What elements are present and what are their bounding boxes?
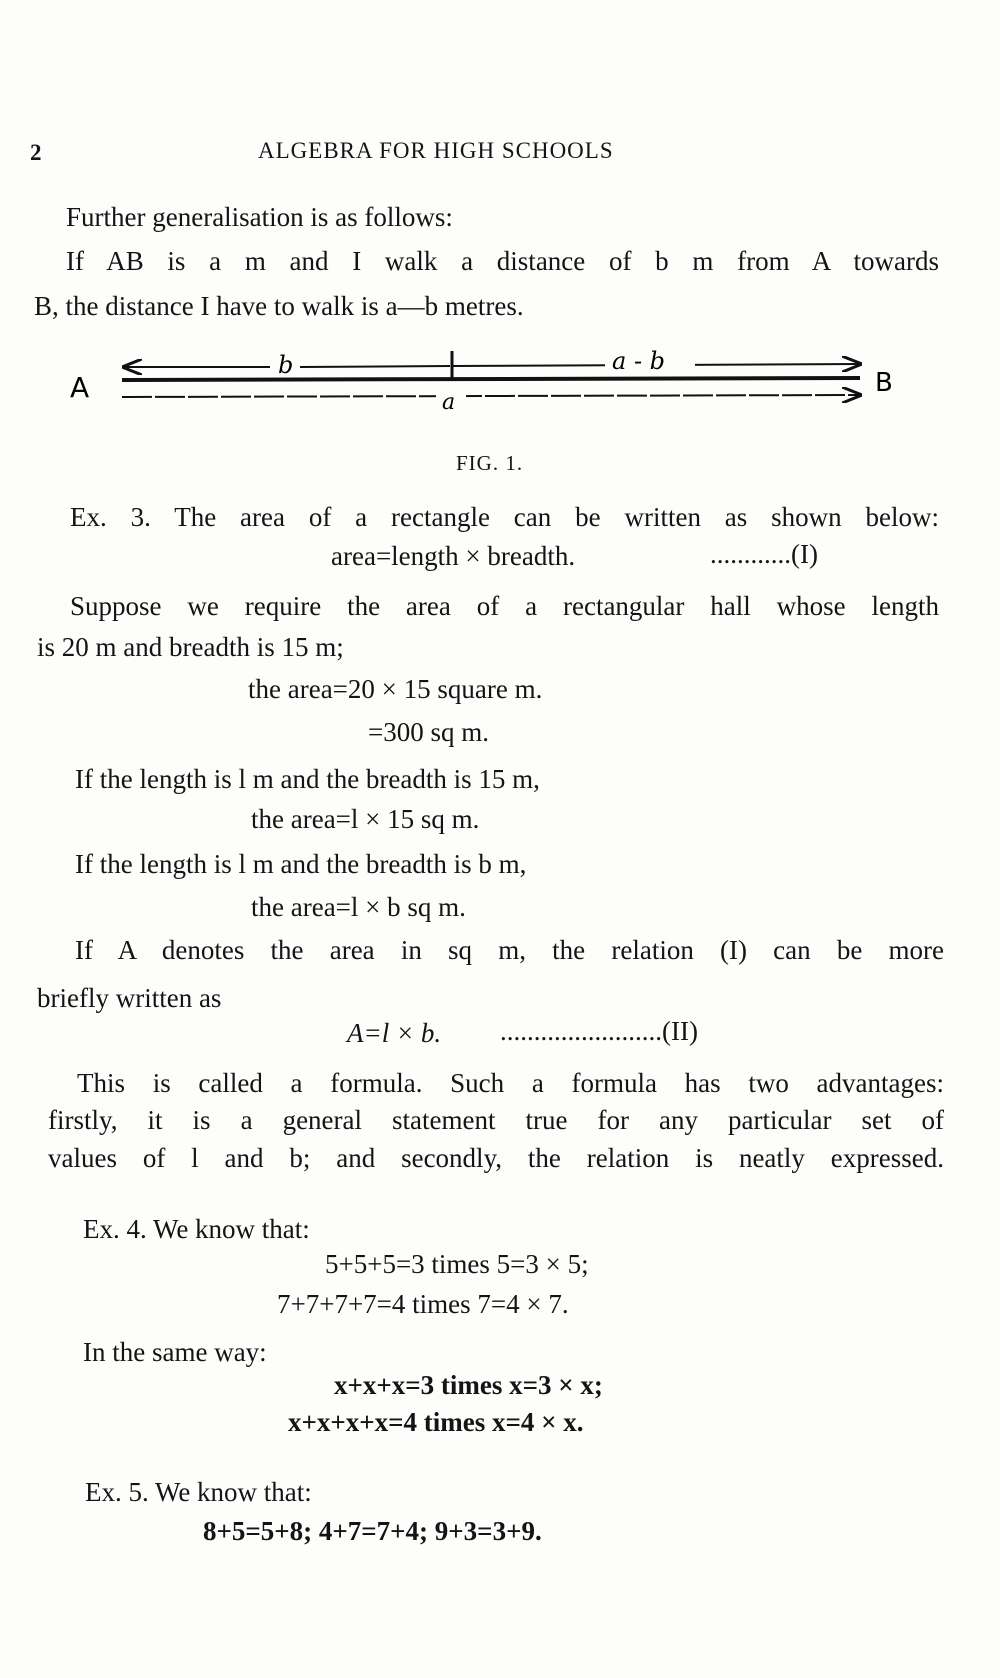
text-line: If AB is a m and I walk a distance of b m from A towards: [66, 246, 939, 276]
label-a: a: [442, 390, 456, 415]
figure-caption: FIG. 1.: [456, 451, 524, 475]
segment-ab: [122, 378, 860, 380]
text-line: 5+5+5=3 times 5=3 × 5;: [325, 1249, 589, 1279]
running-title: ALGEBRA FOR HIGH SCHOOLS: [258, 138, 614, 163]
example-3-heading: Ex. 3. The area of a rectangle can be written as shown below:: [70, 502, 939, 532]
text-line: If the length is l m and the breadth is 15 m,: [75, 764, 540, 794]
text-line: If the length is l m and the breadth is b m,: [75, 849, 527, 879]
text-line: x+x+x+x=4 times x=4 × x.: [288, 1407, 584, 1437]
text-line: If A denotes the area in sq m, the relation (I) can be more: [75, 935, 944, 965]
label-b: b: [278, 351, 294, 379]
example-4-heading: Ex. 4. We know that:: [83, 1214, 310, 1244]
text-line: B, the distance I have to walk is a—b metres.: [34, 291, 524, 321]
text-line: 8+5=5+8; 4+7=7+4; 9+3=3+9.: [203, 1516, 542, 1546]
example-5-heading: Ex. 5. We know that:: [85, 1477, 312, 1507]
text-line: the area=20 × 15 square m.: [248, 674, 543, 704]
text-line: Suppose we require the area of a rectangular hall whose length: [70, 591, 939, 621]
text-line: This is called a formula. Such a formula has two advantages:: [77, 1068, 944, 1098]
point-a-label: A: [70, 371, 90, 404]
text-line: is 20 m and breadth is 15 m;: [37, 632, 344, 662]
equation-ii: A=l × b.: [347, 1018, 442, 1048]
text-line: In the same way:: [83, 1337, 267, 1367]
page-number: 2: [30, 140, 43, 165]
text-line: Further generalisation is as follows:: [66, 202, 453, 232]
equation-i: area=length × breadth.: [331, 541, 576, 571]
text-line: the area=l × 15 sq m.: [251, 804, 480, 834]
text-line: briefly written as: [37, 983, 222, 1013]
equation-ii-ref: ........................(II): [500, 1016, 698, 1046]
figure-line-diagram: [60, 345, 940, 425]
equation-i-ref: ............(I): [710, 539, 818, 569]
text-line: the area=l × b sq m.: [251, 892, 466, 922]
point-b-label: B: [875, 368, 893, 398]
text-line: x+x+x=3 times x=3 × x;: [334, 1370, 603, 1400]
text-line: =300 sq m.: [368, 717, 489, 747]
arrow-a: [122, 395, 860, 397]
text-line: values of l and b; and secondly, the relation is neatly expressed.: [48, 1143, 944, 1173]
text-line: 7+7+7+7=4 times 7=4 × 7.: [277, 1289, 569, 1319]
label-a-minus-b: a - b: [612, 347, 666, 375]
text-line: firstly, it is a general statement true for any particular set of: [48, 1105, 944, 1135]
